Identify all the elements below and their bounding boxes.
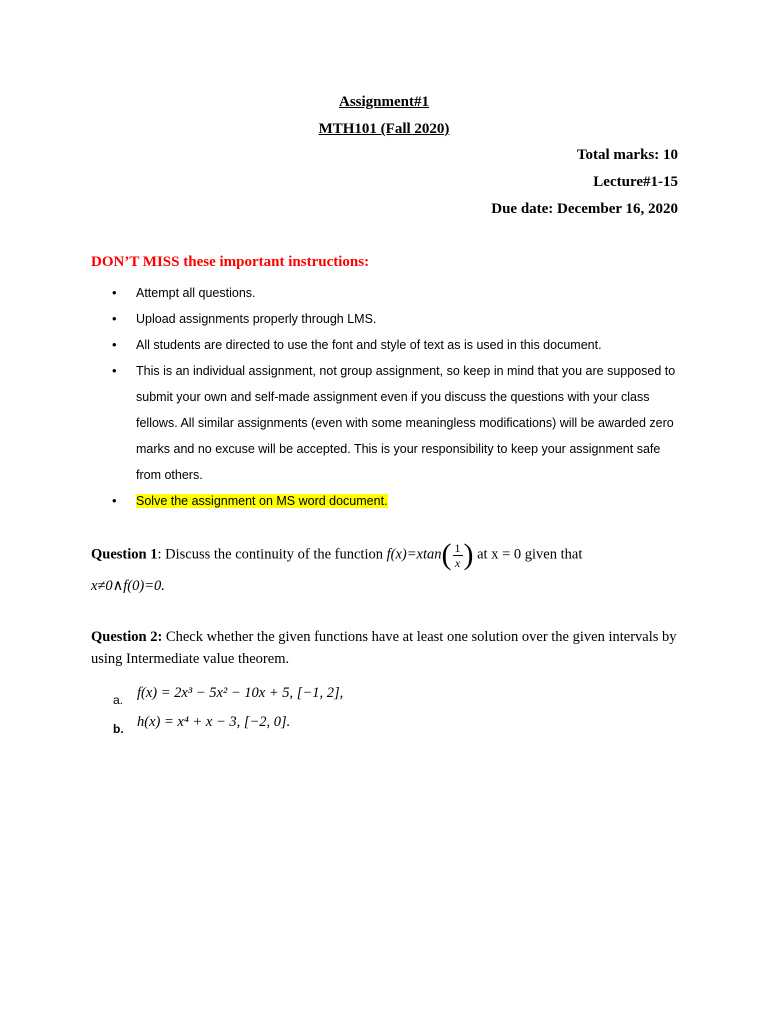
- bullet-icon: •: [112, 363, 117, 378]
- bullet-icon: •: [112, 337, 117, 352]
- bullet-icon: •: [112, 311, 117, 326]
- question-2: [91, 626, 691, 670]
- instructions-list: [110, 280, 680, 514]
- question-1-function: f(x)=xtan: [386, 546, 442, 563]
- list-item: [110, 488, 680, 514]
- list-item: • All students are directed to use the font and style of text as is used in this document.: [110, 332, 680, 358]
- question-1-text: : Discuss the continuity of the function: [157, 546, 383, 563]
- part-b-label: b.: [113, 722, 124, 736]
- bullet-icon: •: [112, 493, 117, 508]
- part-b-equation: h(x) = x⁴ + x − 3, [−2, 0].: [137, 714, 291, 730]
- left-paren-icon: (: [441, 538, 452, 571]
- lecture-range: Lecture#1-15: [593, 174, 678, 190]
- question-1-label: Question 1: [91, 546, 158, 563]
- bullet-icon: •: [112, 285, 117, 300]
- list-item: • Attempt all questions.: [110, 280, 680, 306]
- question-2-text: Check whether the given functions have at least one solution over the given intervals by using Intermediate value theorem.: [91, 629, 677, 667]
- part-a-label: a.: [113, 693, 124, 707]
- question-1: [91, 540, 691, 570]
- course-title: MTH101 (Fall 2020): [318, 121, 450, 137]
- question-1-text-after: at x = 0 given that: [477, 546, 583, 563]
- fraction: $\frac{1}{x}$: [454, 540, 461, 570]
- list-item: • This is an individual assignment, not group assignment, so keep in mind that you are supposed to submit your own and self-made assignment even if you discuss the questions with your class fellows. All similar assignments (even with some meaningless modifications) will be awarded zero marks and no excuse will be accepted. This is your responsibility to keep your assignment safe from others.: [110, 358, 680, 488]
- highlighted-instruction: Solve the assignment on MS word document.: [136, 494, 388, 508]
- instructions-heading: DON’T MISS these important instructions:: [91, 254, 370, 270]
- list-item: • Upload assignments properly through LMS.: [110, 306, 680, 332]
- assignment-title: Assignment#1: [338, 94, 429, 110]
- part-a-equation: f(x) = 2x³ − 5x² − 10x + 5, [−1, 2],: [137, 685, 344, 701]
- total-marks: Total marks: 10: [576, 147, 678, 163]
- question-1-condition: x≠0∧f(0)=0.: [91, 578, 165, 594]
- question-2-label: Question 2:: [91, 629, 163, 645]
- right-paren-icon: ): [463, 538, 474, 571]
- due-date: Due date: December 16, 2020: [491, 201, 678, 217]
